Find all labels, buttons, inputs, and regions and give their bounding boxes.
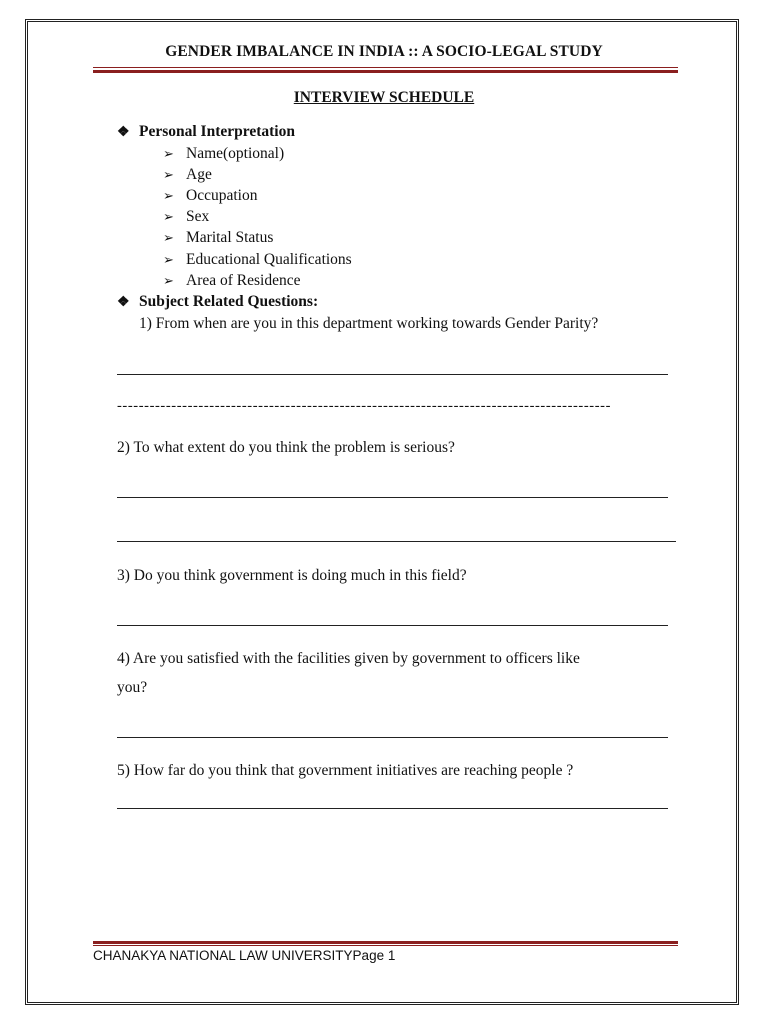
question-1: 1) From when are you in this department working towards Gender Parity? [139, 315, 599, 332]
answer-line[interactable] [117, 625, 668, 626]
answer-line[interactable] [117, 497, 668, 498]
answer-line[interactable] [117, 374, 668, 375]
list-item: ➢ Occupation [163, 187, 258, 204]
question-4: 4) Are you satisfied with the facilities given by government to officers like [117, 650, 580, 667]
question-2: 2) To what extent do you think the problem is serious? [117, 439, 455, 456]
footer-text: CHANAKYA NATIONAL LAW UNIVERSITYPage 1 [93, 948, 396, 963]
arrow-bullet-icon: ➢ [163, 273, 174, 288]
answer-line[interactable] [117, 808, 668, 809]
list-item: ➢ Marital Status [163, 229, 274, 246]
page-border [25, 19, 739, 1005]
list-item: ➢ Area of Residence [163, 272, 301, 289]
arrow-bullet-icon: ➢ [163, 252, 174, 267]
list-item: ➢ Name(optional) [163, 145, 285, 162]
header-rule [93, 67, 678, 73]
list-item: ➢ Sex [163, 208, 210, 225]
footer-rule [93, 941, 678, 947]
personal-heading-text: Personal Interpretation [139, 123, 295, 140]
header-title: GENDER IMBALANCE IN INDIA :: A SOCIO-LEGAL STUDY [165, 43, 603, 60]
diamond-bullet-icon: ❖ [117, 125, 130, 140]
answer-line[interactable] [117, 737, 668, 738]
arrow-bullet-icon: ➢ [163, 188, 174, 203]
arrow-bullet-icon: ➢ [163, 146, 174, 161]
answer-line[interactable] [117, 541, 676, 542]
list-item: ➢ Educational Qualifications [163, 251, 352, 268]
question-3: 3) Do you think government is doing much in this field? [117, 567, 467, 584]
answer-dash-line[interactable]: ------------------------------------------------------------------------------------------- [117, 398, 612, 414]
arrow-bullet-icon: ➢ [163, 167, 174, 182]
subject-heading-text: Subject Related Questions: [139, 293, 319, 310]
schedule-title: INTERVIEW SCHEDULE [293, 89, 475, 106]
question-5: 5) How far do you think that government initiatives are reaching people ? [117, 762, 574, 779]
arrow-bullet-icon: ➢ [163, 209, 174, 224]
diamond-bullet-icon: ❖ [117, 295, 130, 310]
arrow-bullet-icon: ➢ [163, 230, 174, 245]
subject-section-heading [117, 293, 318, 311]
question-4-continued: you? [117, 679, 148, 696]
personal-section-heading [117, 123, 295, 141]
list-item: ➢ Age [163, 166, 212, 183]
